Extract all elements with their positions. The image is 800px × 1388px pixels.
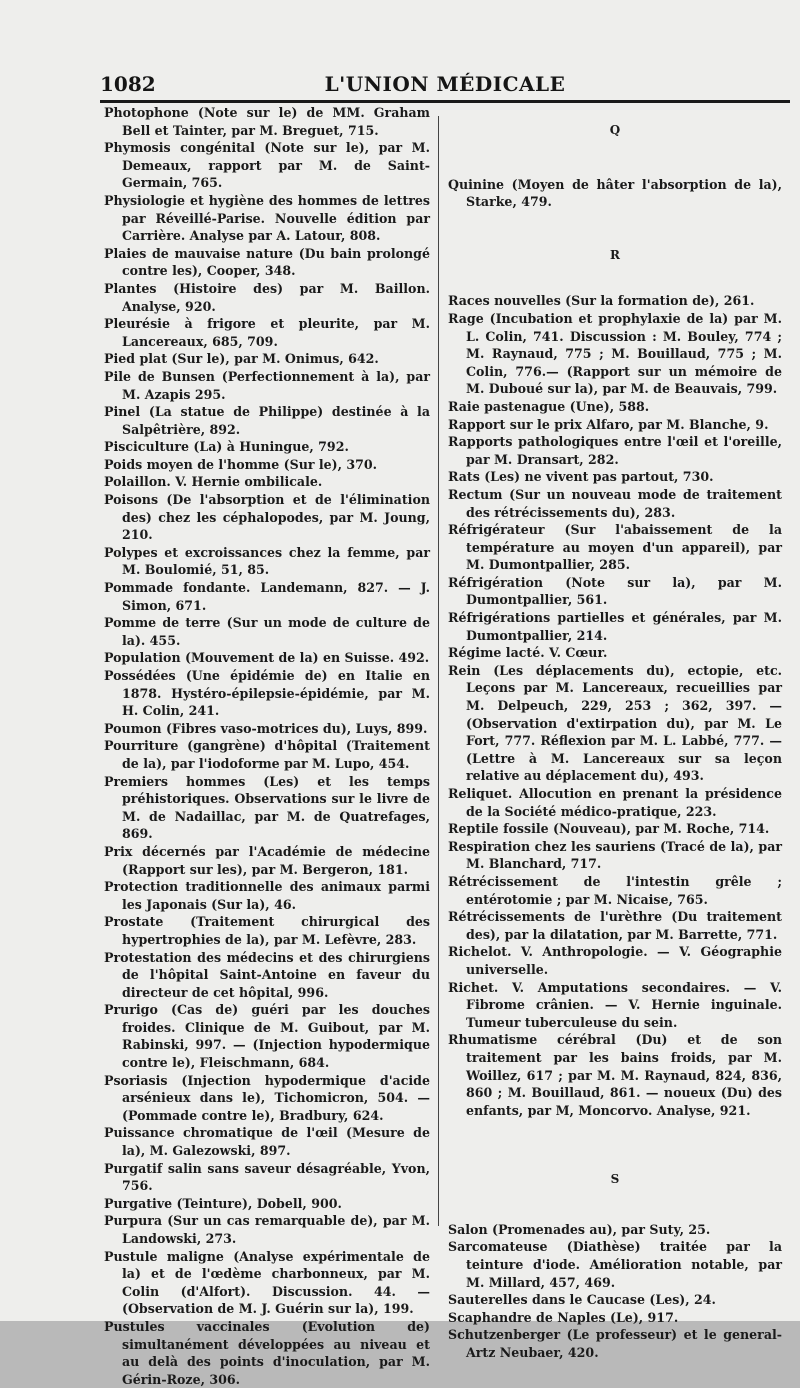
index-entry: Premiers hommes (Les) et les temps préhistoriques. Observations sur le livre de M. de Nadaillac, par M. de Quatrefages, 869. [104,773,430,842]
index-entry: Pied plat (Sur le), par M. Onimus, 642. [104,351,379,367]
index-entry: Pleurésie à frigore et pleurite, par M. Lancereaux, 685, 709. [104,316,430,349]
index-entry: Purgatif salin sans saveur désagréable, Yvon, 756. [104,1160,430,1194]
index-entry: Plantes (Histoire des) par M. Baillon. Analyse, 920. [104,280,430,314]
index-entry: Polypes et excroissances chez la femme, par M. Boulomié, 51, 85. [104,544,430,578]
index-entry: Rétrécissement de l'intestin grêle ; entérotomie ; par M. Nicaise, 765. [448,873,782,907]
index-entry: Régime lacté. V. Cœur. [448,645,608,661]
index-entry: Richet. V. Amputations secondaires. — V. Fibrome crânien. — V. Hernie inguinale. Tumeur tuberculeuse du sein. [448,979,782,1030]
index-entry: Quinine (Moyen de hâter l'absorption de la), Starke, 479. [448,176,782,210]
index-entry: Poumon (Fibres vaso-motrices du), Luys, 899. [104,720,428,736]
index-column-left [104,104,430,1388]
index-entry: Réfrigérateur (Sur l'abaissement de la température au moyen d'un appareil), par M. Dumontpallier, 285. [448,522,782,573]
index-entry: Réfrigérations partielles et générales, par M. Dumontpallier, 214. [448,610,782,643]
index-entry: Salon (Promenades au), par Suty, 25. [448,1221,711,1237]
index-entry: Pourriture (gangrène) d'hôpital (Traitement de la), par l'iodoforme par M. Lupo, 454. [104,738,430,771]
index-entry: Reliquet. Allocution en prenant la présidence de la Société médico-pratique, 223. [448,786,782,819]
index-entry: Photophone (Note sur le) de MM. Graham Bell et Tainter, par M. Breguet, 715. [104,105,430,138]
index-entry: Richelot. V. Anthropologie. — V. Géographie universelle. [448,944,782,977]
index-column-right [448,104,782,1362]
index-entry: Protection traditionnelle des animaux parmi les Japonais (Sur la), 46. [104,879,430,912]
page-header [100,60,790,96]
r-entries [448,292,782,1119]
index-entry: Rein (Les déplacements du), ectopie, etc. Leçons par M. Lancereaux, recueillies par M. Delpeuch, 229, 253 ; 362, 397. — (Observation d'extirpation du), par M. Le Fort, 777. Réflexion par M. L. Labbé, 777. — (Lettre à M. Lancereaux sur sa leçon relative au déplacement du), 493. [448,662,782,784]
index-entry: Phymosis congénital (Note sur le), par M. Demeaux, rapport par M. de Saint-Germain, 765. [104,140,430,191]
section-letter-s: S [610,1172,620,1187]
index-entry: Reptile fossile (Nouveau), par M. Roche, 714. [448,821,770,837]
section-letter-r: R [610,247,620,262]
index-entry: Respiration chez les sauriens (Tracé de la), par M. Blanchard, 717. [448,838,782,872]
index-entry: Prix décernés par l'Académie de médecine (Rapport sur les), par M. Bergeron, 181. [104,843,430,877]
index-entry: Poids moyen de l'homme (Sur le), 370. [104,456,378,472]
index-entry: Poisons (De l'absorption et de l'élimination des) chez les céphalopodes, par M. Joung, 210. [104,492,430,543]
index-entry: Réfrigération (Note sur la), par M. Dumontpallier, 561. [448,574,782,608]
index-entry: Pustule maligne (Analyse expérimentale de la) et de l'œdème charbonneux, par M. Colin (d'Alfort). Discussion. 44. — (Observation de M. J. Guérin sur la), 199. [104,1248,430,1317]
index-entry: Pustules vaccinales (Evolution de) simultanément développées au niveau et au delà des points d'inoculation, par M. Gérin-Roze, 306. [104,1318,430,1387]
s-entries [448,1221,782,1362]
index-entry: Psoriasis (Injection hypodermique d'acide arsénieux dans le), Tichomicron, 504. — (Pommade contre le), Bradbury, 624. [104,1072,430,1123]
index-entry: Scaphandre de Naples (Le), 917. [448,1309,679,1325]
index-entry: Prurigo (Cas de) guéri par les douches froides. Clinique de M. Guibout, par M. Rabinski, 997. — (Injection hypodermique contre le), Fleischmann, 684. [104,1002,430,1071]
index-entry: Polaillon. V. Hernie ombilicale. [104,474,323,490]
index-entry: Purpura (Sur un cas remarquable de), par M. Landowski, 273. [104,1213,430,1246]
index-entry: Races nouvelles (Sur la formation de), 261. [448,293,755,309]
running-title: L'UNION MÉDICALE [324,72,566,96]
index-entry: Raie pastenague (Une), 588. [448,398,650,414]
index-entry: Rats (Les) ne vivent pas partout, 730. [448,469,714,485]
index-entry: Plaies de mauvaise nature (Du bain prolongé contre les), Cooper, 348. [104,245,430,279]
index-entry: Pomme de terre (Sur un mode de culture de la). 455. [104,615,430,648]
index-entry: Pinel (La statue de Philippe) destinée à la Salpêtrière, 892. [104,404,430,437]
index-entry: Rétrécissements de l'urèthre (Du traitement des), par la dilatation, par M. Barrette, 771. [448,909,782,942]
page-number: 1082 [100,72,156,96]
index-entry: Purgative (Teinture), Dobell, 900. [104,1195,342,1211]
index-entry: Pisciculture (La) à Huningue, 792. [104,439,349,455]
index-entry: Protestation des médecins et des chirurgiens de l'hôpital Saint-Antoine en faveur du directeur de cet hôpital, 996. [104,949,430,1000]
index-entry: Population (Mouvement de la) en Suisse. 492. [104,650,430,666]
index-entry: Sarcomateuse (Diathèse) traitée par la teinture d'iode. Amélioration notable, par M. Millard, 457, 469. [448,1239,782,1290]
index-entry: Rectum (Sur un nouveau mode de traitement des rétrécissements du), 283. [448,486,782,520]
index-entry: Rage (Incubation et prophylaxie de la) par M. L. Colin, 741. Discussion : M. Bouley, 774 ; M. Raynaud, 775 ; M. Bouillaud, 775 ; M. Colin, 776.— (Rapport sur un mémoire de M. Duboué sur la), par M. de Beauvais, 799. [448,310,782,397]
index-entry: Puissance chromatique de l'œil (Mesure de la), M. Galezowski, 897. [104,1125,430,1159]
index-entry: Pommade fondante. Landemann, 827. — J. Simon, 671. [104,580,430,613]
index-entry: Sauterelles dans le Caucase (Les), 24. [448,1292,716,1308]
column-divider [438,116,439,1226]
section-letter-q: Q [609,123,621,137]
index-entry: Possédées (Une épidémie de) en Italie en 1878. Hystéro-épilepsie-épidémie, par M. H. Colin, 241. [104,668,430,719]
index-entry: Rapport sur le prix Alfaro, par M. Blanche, 9. [448,416,769,432]
q-entries [448,176,782,211]
index-entry: Rhumatisme cérébral (Du) et de son traitement par les bains froids, par M. Woillez, 617 ; par M. M. Raynaud, 824, 836, 860 ; M. Bouillaud, 861. — noueux (Du) des enfants, par M, Moncorvo. Analyse, 921. [448,1032,782,1118]
header-rule [100,100,790,103]
index-entry: Schutzenberger (Le professeur) et le general-Artz Neubaer, 420. [448,1327,782,1361]
index-entry: Physiologie et hygiène des hommes de lettres par Réveillé-Parise. Nouvelle édition par Carrière. Analyse par A. Latour, 808. [104,192,430,244]
index-entry: Rapports pathologiques entre l'œil et l'oreille, par M. Dransart, 282. [448,434,782,467]
index-entry: Prostate (Traitement chirurgical des hypertrophies de la), par M. Lefèvre, 283. [104,914,430,947]
index-entry: Pile de Bunsen (Perfectionnement à la), par M. Azapis 295. [104,368,430,402]
